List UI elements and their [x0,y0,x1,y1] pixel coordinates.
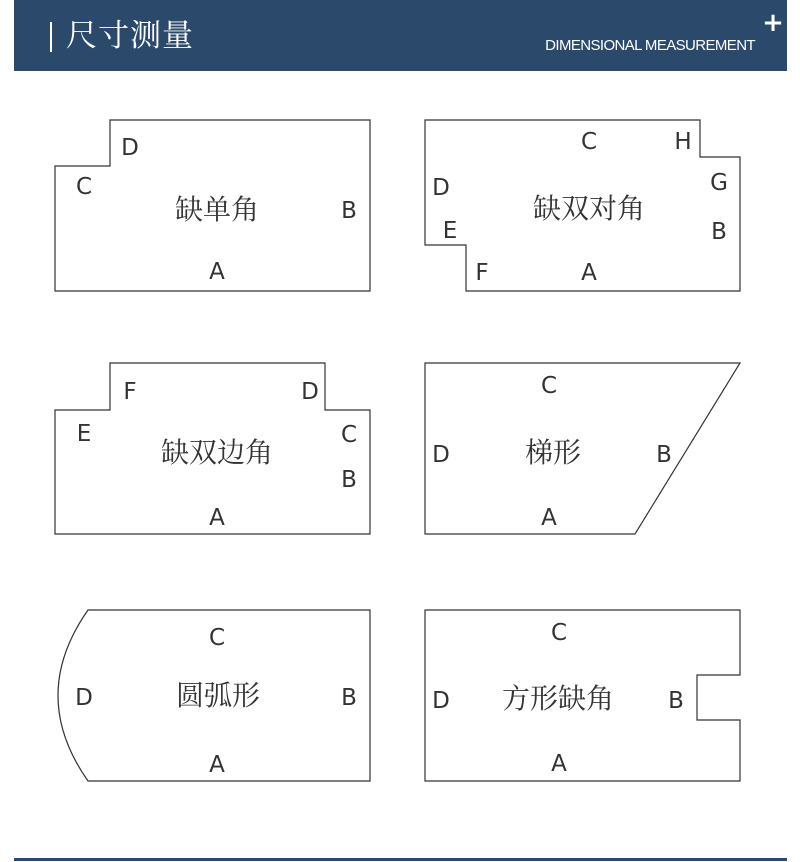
double-side-label-c: C [340,422,358,448]
arc-label-b: B [341,685,357,711]
square-notch-label-a: A [551,751,567,777]
trapezoid-label-d: D [432,442,450,468]
double-opposite-label-f: F [475,260,489,286]
double-side-label-f: F [123,379,137,405]
square-notch-label-c: C [550,620,568,646]
trapezoid-label-c: C [540,373,558,399]
square-notch-label-b: B [668,688,684,714]
square-notch-name: 方形缺角 [501,682,615,715]
double-opposite-label-c: C [580,129,598,155]
shape-double-opposite-corner [425,120,740,291]
plus-icon: + [762,8,784,38]
single-corner-label-d: D [121,135,139,161]
single-corner-label-b: B [341,198,357,224]
single-corner-label-c: C [75,174,93,200]
double-opposite-label-g: G [710,170,728,196]
double-side-corner-name: 缺双边角 [160,436,274,469]
trapezoid-name: 梯形 [524,436,582,469]
page-subtitle: DIMENSIONAL MEASUREMENT [545,37,755,54]
shape-arc [58,610,370,781]
double-side-label-e: E [76,421,92,447]
double-opposite-corner-name: 缺双对角 [532,192,646,225]
arc-label-d: D [75,685,93,711]
trapezoid-label-a: A [541,505,557,531]
shape-double-side-corner [55,363,370,534]
arc-label-c: C [208,625,226,651]
single-corner-label-a: A [209,259,225,285]
trapezoid-outline [425,363,740,534]
arc-name: 圆弧形 [175,679,261,712]
shape-square-notch [425,610,740,781]
arc-label-a: A [209,752,225,778]
double-opposite-label-b: B [711,219,727,245]
bottom-divider [14,858,787,861]
double-side-label-d: D [301,379,319,405]
double-side-label-b: B [341,467,357,493]
double-side-label-a: A [209,505,225,531]
page-title: 尺寸测量 [66,18,194,54]
double-opposite-label-h: H [674,129,692,155]
double-opposite-label-d: D [432,175,450,201]
shape-trapezoid [425,363,740,534]
trapezoid-label-b: B [656,442,672,468]
double-opposite-label-e: E [442,218,458,244]
single-corner-name: 缺单角 [174,193,260,226]
shape-single-corner [55,120,370,291]
double-opposite-label-a: A [581,260,597,286]
square-notch-label-d: D [432,688,450,714]
